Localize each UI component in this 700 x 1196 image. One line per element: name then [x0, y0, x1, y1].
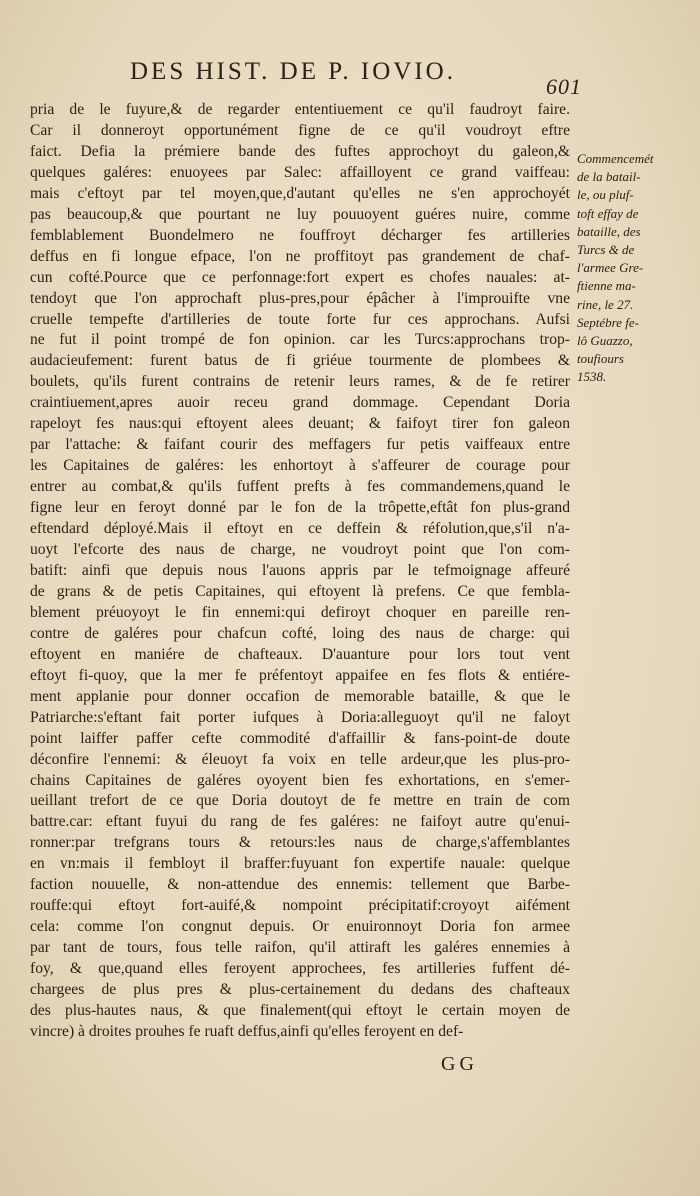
body-line: craintiuement,apres auoir receu grand dommage. Cependant Doria: [30, 394, 570, 412]
body-line: eftendard déployé.Mais il eftoyt en ce deffein & réfolution,que,s'il n'a-: [30, 520, 570, 538]
body-line: en vn:mais il fembloyt il braffer:fuyuant fon expertife nauale: quelque: [30, 855, 570, 873]
body-line: deffus en fi longue efpace, l'on ne proffitoyt pas grandement de chaf-: [30, 247, 570, 265]
margin-note-line: toft effay de: [577, 205, 639, 221]
body-line: de grans & de petis Capitaines, qui eftoyent là prefens. Ce que fembla-: [30, 582, 570, 600]
margin-note-line: 1538.: [577, 369, 607, 385]
margin-note-line: ftienne ma-: [577, 278, 636, 294]
body-line: vincre) à droites prouhes fe ruaft deffus,ainfi qu'elles feroyent en def-: [30, 1022, 464, 1040]
signature-mark: GG: [441, 1053, 478, 1075]
body-line: déconfire l'ennemi: & éleuoyt fa voix en telle ardeur,que les plus-pro-: [30, 750, 570, 768]
body-line: ueillant trefort de ce que Doria doutoyt de fe mettre en train de com: [30, 792, 570, 810]
margin-note-line: Turcs & de: [577, 242, 635, 258]
body-line: entrer au combat,& qu'ils fuffent prefts à fes commandemens,quand le: [30, 478, 570, 496]
body-line: rouffe:qui eftoyt fort-auifé,& nompoint précipitatif:croyoyt aifément: [30, 897, 570, 915]
body-line: Patriarche:s'eftant fait porter iufques à Doria:alleguoyt qu'il ne faloyt: [30, 708, 570, 726]
body-line: par tant de tours, fous telle raifon, qu'il attiraft les galéres ennemies à: [30, 939, 570, 957]
body-line: pria de le fuyure,& de regarder ententiuement ce qu'il faudroyt faire.: [30, 101, 570, 118]
body-line: par l'attache: & faifant courir des meffagers fur petis vaiffeaux entre: [30, 436, 570, 454]
margin-note-line: bataille, des: [577, 223, 641, 239]
body-line: chains Capitaines de galéres oyoyent bien fes exhortations, en s'emer-: [30, 771, 570, 789]
margin-note-line: lô Guazzo,: [577, 333, 633, 349]
body-line: faict. Defia la prémiere bande des fuftes approchoyt du galeon,&: [30, 142, 570, 160]
margin-note: [577, 150, 695, 387]
margin-note-line: de la batail-: [577, 169, 641, 185]
body-line: pas beaucoup,& que pourtant ne luy pouuoyent guéres nuire, comme: [30, 205, 570, 223]
margin-note-line: rine, le 27.: [577, 296, 634, 312]
body-line: quelques galéres: enuoyees par Salec: affailloyent ce grand vaiffeau:: [30, 163, 570, 181]
body-line: rapeloyt fes naus:qui eftoyent alees deuant; & faifoyt tirer fon galeon: [30, 415, 570, 433]
margin-note-line: Commencemét: [577, 151, 654, 166]
body-line: les Capitaines de galéres: les enhortoyt à s'affeurer de courage pour: [30, 457, 570, 475]
body-line: tendoyt que l'on approchaft plus-pres,pour épâcher à l'improuifte vne: [30, 289, 570, 307]
body-line: eftoyent en maniére de chafteaux. D'auanture pour lors tout vent: [30, 645, 570, 663]
body-line: Car il donneroyt opportunément figne de ce qu'il voudroyt eftre: [30, 121, 570, 139]
margin-note-line: l'armee Gre-: [577, 260, 644, 276]
body-line: faction nouuelle, & non-attendue des ennemis: tellement que Barbe-: [30, 876, 570, 894]
body-line: battre.car: eftant fuyui du rang de fes galéres: ne faifoyt autre qu'enui-: [30, 813, 570, 831]
margin-note-line: Septébre fe-: [577, 314, 639, 330]
page-number: 601: [546, 74, 582, 99]
body-line: foy, & que,quand elles feroyent approchees, fes artilleries fuffent dé-: [30, 960, 570, 978]
body-line: cela: comme l'on congnut depuis. Or enuironnoyt Doria fon armee: [30, 918, 570, 936]
margin-note-line: le, ou pluf-: [577, 187, 634, 203]
body-line: cun cofté.Pource que ce perfonnage:fort expert es chofes nauales: at-: [30, 268, 570, 286]
body-text: [30, 100, 570, 1043]
body-line: contre de galéres pour chafcun cofté, loing des naus de charge: qui: [30, 624, 570, 642]
body-line: blement préuoyoyt le fin ennemi:qui defiroyt choquer en pareille ren-: [30, 603, 570, 621]
body-line: figne leur en feroyt donné par le fon de la trôpette,eftât fon plus-grand: [30, 499, 570, 517]
body-line: batift: ainfi que depuis nous l'auons appris par le tefmoignage affeuré: [30, 561, 570, 579]
body-line: point laiffer paffer cefte commodité d'affaillir & fans-point-de doute: [30, 729, 570, 747]
body-line: uoyt l'efcorte des naus de charge, ne voudroyt point que l'on com-: [30, 541, 570, 559]
body-line: ronner:par trefgrans tours & retours:les naus de charge,s'affemblantes: [30, 834, 570, 852]
running-head: DES HIST. DE P. IOVIO.: [130, 58, 456, 85]
body-line: eftoyt fi-quoy, que la mer fe préfentoyt appaifee en fes flots & entiére-: [30, 666, 570, 684]
body-line: boulets, qu'ils furent contrains de retenir leurs rames, & de fe retirer: [30, 373, 570, 391]
body-line: chargees de plus pres & plus-certainement du dedans des chafteaux: [30, 981, 570, 999]
body-line: ne fut il point trompé de fon opinion. car les Turcs:approchans trop-: [30, 331, 570, 349]
body-line: femblablement Buondelmero ne fouffroyt décharger fes artilleries: [30, 226, 570, 244]
margin-note-line: toufiours: [577, 351, 624, 367]
body-line: cruelle tempefte d'artilleries de toute forte fur ces approchans. Aufsi: [30, 310, 570, 328]
body-line: audacieufement: furent batus de fi griéue tourmente de plombees &: [30, 352, 570, 370]
body-line: ment applanie pour donner occafion de memorable bataille, & que le: [30, 687, 570, 705]
body-line: des plus-hautes naus, & que finalement(qui eftoyt le certain moyen de: [30, 1001, 570, 1019]
body-line: mais c'eftoyt par tel moyen,que,d'autant qu'elles ne s'en approchoyét: [30, 184, 570, 202]
